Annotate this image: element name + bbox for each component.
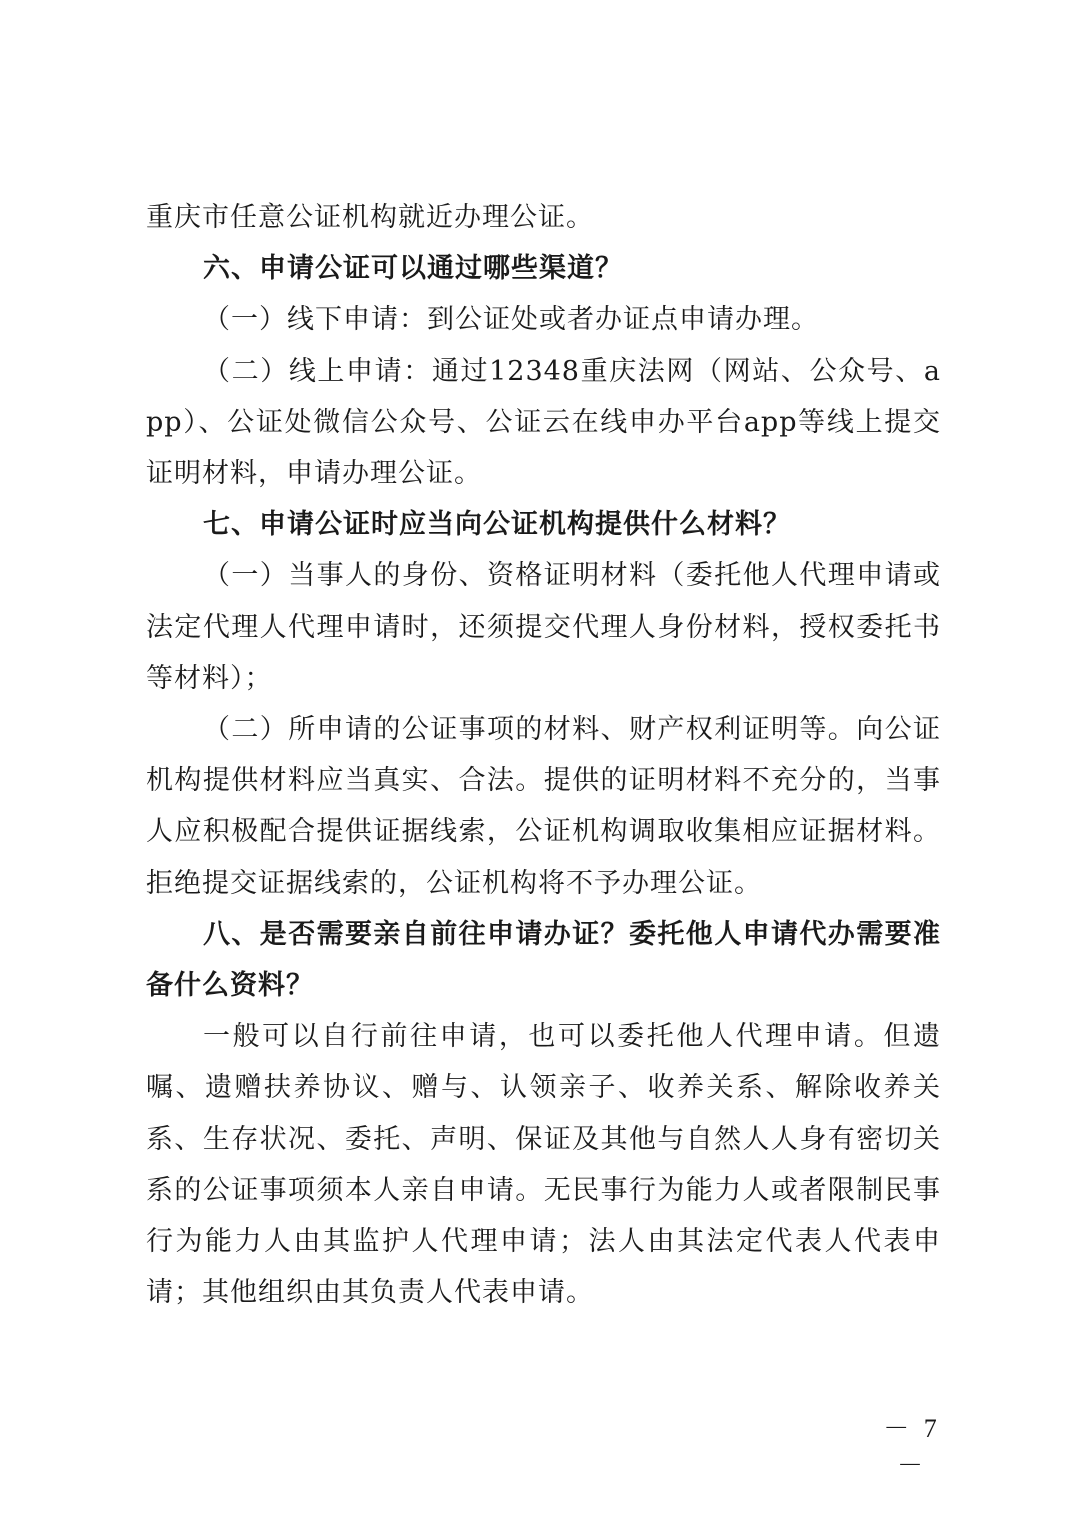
section-heading-8: 八、是否需要亲自前往申请办证？委托他人申请代办需要准备什么资料？ (146, 918, 941, 1002)
paragraph-in-person-application: 一般可以自行前往申请，也可以委托他人代理申请。但遗嘱、遗赠扶养协议、赠与、认领亲子、收养关系、解除收养关系、生存状况、委托、声明、保证及其他与自然人人身有密切关系的公证事项须本人亲自申请。无民事行为能力人或者限制民事行为能力人由其监护人代理申请；法人由其法定代表人代表申请；其他组织由其负责人代表申请。 (146, 1021, 941, 1309)
section-heading-7: 七、申请公证时应当向公证机构提供什么材料？ (203, 509, 791, 541)
page-number: － 7 － (883, 1414, 941, 1480)
document-body (146, 192, 941, 1318)
paragraph-offline-application: （一）线下申请：到公证处或者办证点申请办理。 (203, 304, 819, 336)
paragraph-continuation: 重庆市任意公证机构就近办理公证。 (146, 202, 594, 233)
section-heading-6: 六、申请公证可以通过哪些渠道？ (203, 253, 623, 285)
paragraph-identity-materials: （一）当事人的身份、资格证明材料（委托他人代理申请或法定代理人代理申请时，还须提交代理人身份材料，授权委托书等材料）； (146, 560, 941, 694)
paragraph-matter-materials: （二）所申请的公证事项的材料、财产权利证明等。向公证机构提供材料应当真实、合法。提供的证明材料不充分的，当事人应积极配合提供证据线索，公证机构调取收集相应证据材料。拒绝提交证据线索的，公证机构将不予办理公证。 (146, 714, 941, 899)
paragraph-online-application: （二）线上申请：通过12348重庆法网（网站、公众号、app）、公证处微信公众号、公证云在线申办平台app等线上提交证明材料，申请办理公证。 (146, 355, 941, 490)
